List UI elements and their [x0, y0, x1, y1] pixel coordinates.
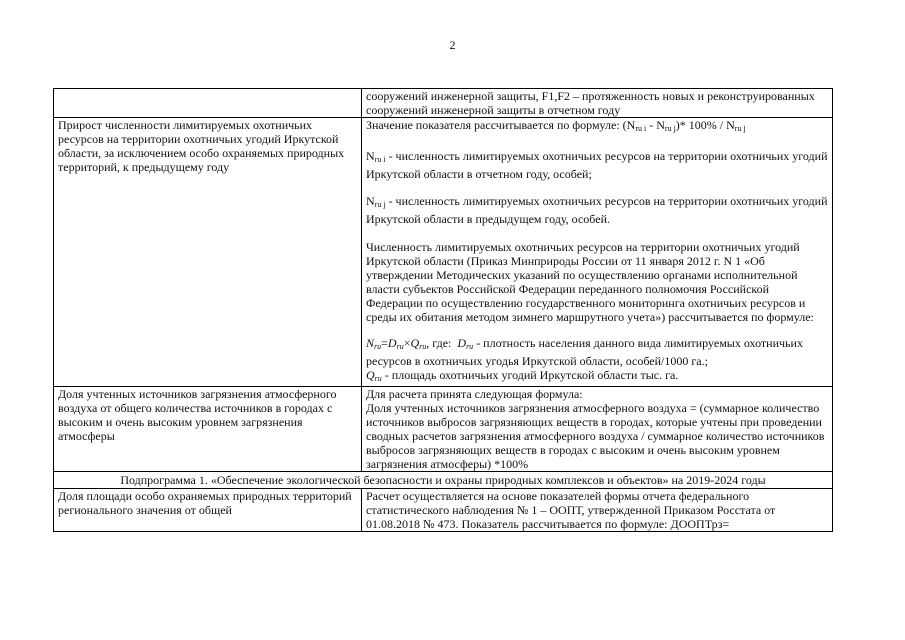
density-formula: $N_{ru}=D_{ru}\times Q_{ru}$, где: $D_{ru}$ - плотность населения данного вида лимитируемых охотничьих ресурсов в охотничьих угодья Иркутской области, особей/1000 га.;	[366, 336, 803, 368]
method-cell	[362, 118, 833, 387]
method-cell	[362, 387, 833, 472]
page-number: 2	[449, 38, 456, 52]
table-row	[54, 89, 833, 118]
method-cell: Расчет осуществляется на основе показателей формы отчета федерального статистического наблюдения № 1 – ООПТ, утвержденной Приказом Росстата от 01.08.2018 № 473. Показатель рассчитывается по формуле: ДООПТрз=	[362, 489, 833, 532]
area-definition: $Q_{ru}$ - площадь охотничьих угодий Иркутской области тыс. га.	[366, 368, 679, 383]
methodology-text: Численность лимитируемых охотничьих ресурсов на территории охотничьих угодий Иркутской области (Приказ Минприроды России от 11 января 2012 г. N 1 «Об утверждении Методических указаний по осуществлению органами исполнительной власти субъектов Российской Федерации переданного полномочия Российской Федерации по осуществлению государственного мониторинга охотничьих ресурсов и среды их обитания методом зимнего маршрутного учета») рассчитывается по формуле:	[366, 240, 814, 324]
indicator-table	[53, 88, 833, 532]
table-row	[54, 387, 833, 472]
indicator-name-cell	[54, 89, 362, 118]
indicator-name-cell: Доля площади особо охраняемых природных территорий регионального значения от общей	[54, 489, 362, 532]
definition-previous-year: $N_{ru j}$ - численность лимитируемых охотничьих ресурсов на территории охотничьих угодий Иркутской области в предыдущем году, особей.	[366, 194, 828, 226]
table-row	[54, 472, 833, 489]
formula-text: Доля учтенных источников загрязнения атмосферного воздуха = (суммарное количество источников выбросов загрязняющих веществ в городах, которые учтены при проведении сводных расчетов загрязнения атмосферного воздуха / суммарное количество источников выбросов загрязняющих веществ в городах с высоким и очень высоким уровнем загрязнения атмосферы) *100%	[366, 401, 825, 471]
formula-line: Значение показателя рассчитывается по формуле: $(N_{ru i} - N_{ru j})*$ $100\% / N_{ru j}$	[366, 118, 746, 133]
method-text: сооружений инженерной защиты, F1,F2 – протяженность новых и реконструированных сооружений инженерной защиты в отчетном году	[366, 89, 815, 117]
formula-intro: Для расчета принята следующая формула:	[366, 387, 583, 401]
method-cell	[362, 89, 833, 118]
indicator-name-cell: Прирост численности лимитируемых охотничьих ресурсов на территории охотничьих угодий Иркутской области, за исключением особо охраняемых природных территорий, к предыдущему году	[54, 118, 362, 387]
definition-current-year: $N_{ru i}$ - численность лимитируемых охотничьих ресурсов на территории охотничьих угодий Иркутской области в отчетном году, особей;	[366, 149, 828, 181]
subprogram-heading: Подпрограмма 1. «Обеспечение экологической безопасности и охраны природных комплексов и объектов» на 2019-2024 годы	[54, 472, 833, 489]
indicator-name-cell: Доля учтенных источников загрязнения атмосферного воздуха от общего количества источников в городах с высоким и очень высоким уровнем загрязнения атмосферы	[54, 387, 362, 472]
table-row	[54, 118, 833, 387]
table-row	[54, 489, 833, 532]
